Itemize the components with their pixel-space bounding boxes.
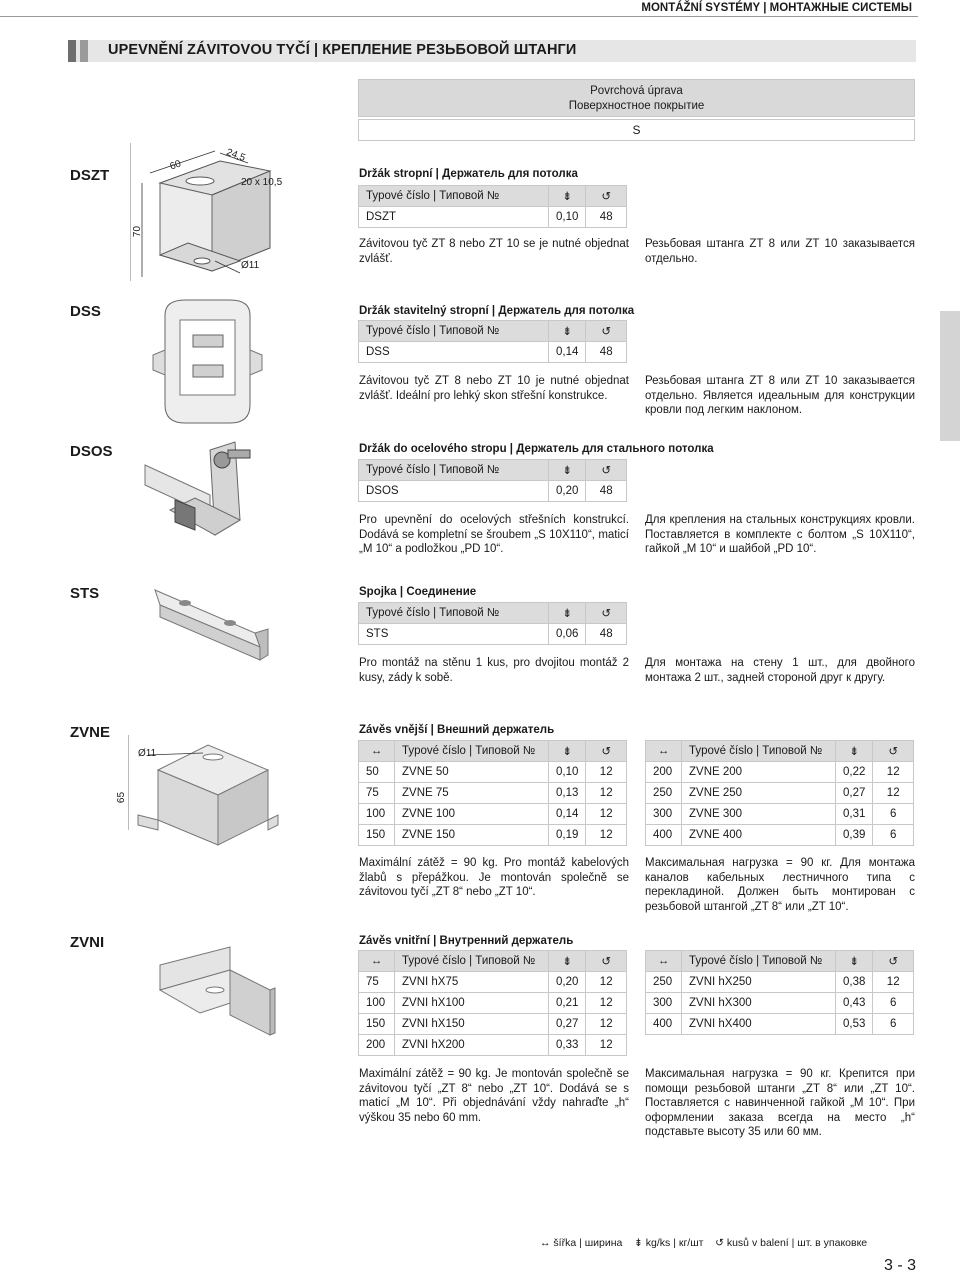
dsos-note-cz: Pro upevnění do ocelových střešních konstrukcí. Dodává se kompletní se šroubem „S 10X110“, maticí „M 10“ a podložkou „PD 10“. [359,514,629,555]
cell-weight: 0,20 [549,972,586,993]
pack-icon: ↺ [586,951,627,972]
cell-weight: 0,14 [549,342,586,363]
legend-pack: kusů v balení | шт. в упаковке [726,1237,868,1249]
table-row [359,825,627,846]
cell-width: 50 [359,762,395,783]
cell-pack: 12 [586,783,627,804]
cell-type: ZVNE 400 [682,825,836,846]
sts-drawing [150,585,270,665]
dss-drawing [145,295,270,430]
cell-width: 200 [646,762,682,783]
dszt-title: Držák stropní | Держатель для потолка [359,168,578,180]
zvne-note-ru: Максимальная нагрузка = 90 кг. Для монтажа каналов кабельных лестничного типа с перекладиной. Должен быть монтирован с резьбовой штангой „ZT 8“ или „ZT 10“. [645,857,915,913]
table-row [646,972,914,993]
table-row [646,783,914,804]
table-row [359,207,627,228]
dss-note-cz: Závitovou tyč ZT 8 nebo ZT 10 je nutné objednat zvlášť. Ideální pro lehký skon střešní konstrukce. [359,375,629,402]
dszt-dim-70: 70 [132,225,144,238]
legend [540,1237,867,1249]
cell-type: ZVNI hX100 [395,993,549,1014]
cell-type: ZVNI hX75 [395,972,549,993]
cell-pack: 48 [586,342,627,363]
page-title: UPEVNĚNÍ ZÁVITOVOU TYČÍ | КРЕПЛЕНИЕ РЕЗЬБОВОЙ ШТАНГИ [108,42,577,58]
cell-weight: 0,06 [549,624,586,645]
cell-type: ZVNE 200 [682,762,836,783]
weight-icon: ⇟ [836,951,873,972]
cell-weight: 0,27 [549,1014,586,1035]
zvni-table-right [645,950,914,1035]
zvne-dim-65: 65 [116,791,128,804]
cell-type: ZVNI hX200 [395,1035,549,1056]
table-header-row [359,951,627,972]
dss-note-ru: Резьбовая штанга ZT 8 или ZT 10 заказывается отдельно. Является идеальным для конструкции кровли под легким наклоном. [645,375,915,416]
weight-icon: ⇟ [549,741,586,762]
cell-type: ZVNE 150 [395,825,549,846]
cell-weight: 0,31 [836,804,873,825]
surface-label-ru: Поверхностное покрытие [568,100,705,112]
cell-pack: 12 [586,825,627,846]
dszt-dim-60: 60 [168,158,183,173]
cell-weight: 0,38 [836,972,873,993]
side-tab [940,311,960,441]
section-code-zvne: ZVNE [70,724,111,741]
pack-icon: ↺ [873,951,914,972]
zvni-left-body [359,972,627,1056]
zvne-right-body [646,762,914,846]
section-code-dss: DSS [70,303,101,320]
cell-width: 200 [359,1035,395,1056]
cell-weight: 0,21 [549,993,586,1014]
cell-pack: 12 [873,762,914,783]
sts-note-cz: Pro montáž na stěnu 1 kus, pro dvojitou montáž 2 kusy, zády k sobě. [359,657,629,684]
dsos-drawing [140,440,270,550]
cell-pack: 6 [873,993,914,1014]
cell-weight: 0,53 [836,1014,873,1035]
zvne-title: Závěs vnější | Внешний держатель [359,724,555,736]
cell-weight: 0,13 [549,783,586,804]
surface-value: S [358,119,915,141]
cell-pack: 12 [586,804,627,825]
table-header-row [359,321,627,342]
col-type-header: Typové číslo | Типовой № [359,186,549,207]
dszt-dim-245: 24,5 [224,147,247,164]
cell-type: ZVNE 250 [682,783,836,804]
table-row [359,1035,627,1056]
cell-type: DSOS [359,481,549,502]
width-icon: ↔ [646,951,682,972]
table-row [359,624,627,645]
col-type-header: Typové číslo | Типовой № [359,460,549,481]
cell-type: ZVNE 75 [395,783,549,804]
cell-weight: 0,39 [836,825,873,846]
title-square-dark [68,40,76,62]
title-squares [68,40,88,62]
cell-type: ZVNI hX250 [682,972,836,993]
cell-pack: 12 [586,762,627,783]
table-row [646,825,914,846]
cell-weight: 0,22 [836,762,873,783]
dss-title: Držák stavitelný stropní | Держатель для потолка [359,305,635,317]
col-type-header: Typové číslo | Типовой № [359,603,549,624]
sts-title: Spojka | Соединение [359,586,477,598]
header-system-title: MONTÁŽNÍ SYSTÉMY | МОНТАЖНЫЕ СИСТЕМЫ [641,2,912,14]
cell-weight: 0,19 [549,825,586,846]
cell-weight: 0,10 [549,762,586,783]
cell-width: 400 [646,1014,682,1035]
zvni-table-left [358,950,627,1056]
cell-type: ZVNE 50 [395,762,549,783]
col-type-header: Typové číslo | Типовой № [395,741,549,762]
cell-pack: 12 [586,1014,627,1035]
cell-pack: 12 [873,783,914,804]
pack-icon: ↺ [586,603,627,624]
width-icon: ↔ [359,741,395,762]
weight-icon: ⇟ [549,321,586,342]
cell-width: 250 [646,972,682,993]
page-number: 3 - 3 [884,1257,917,1274]
weight-icon: ⇟ [549,460,586,481]
cell-type: DSS [359,342,549,363]
zvne-note-cz: Maximální zátěž = 90 kg. Pro montáž kabelových žlabů s přepážkou. Je montován společně se závitovou tyčí „ZT 8“ nebo „ZT 10“. [359,857,629,898]
header-divider [0,16,918,17]
table-row [646,1014,914,1035]
table-header-row [359,603,627,624]
table-row [359,1014,627,1035]
cell-type: ZVNI hX400 [682,1014,836,1035]
table-header-row [646,951,914,972]
zvni-title: Závěs vnitřní | Внутренний держатель [359,935,574,947]
dsos-title: Držák do ocelového stropu | Держатель для стального потолка [359,443,714,455]
table-header-row [359,741,627,762]
cell-pack: 6 [873,1014,914,1035]
table-header-row [646,741,914,762]
pack-icon: ↺ [586,741,627,762]
cell-weight: 0,27 [836,783,873,804]
zvne-left-body [359,762,627,846]
width-icon: ↔ [359,951,395,972]
cell-pack: 12 [873,972,914,993]
cell-type: ZVNI hX300 [682,993,836,1014]
cell-pack: 12 [586,972,627,993]
cell-pack: 12 [586,1035,627,1056]
cell-pack: 6 [873,825,914,846]
legend-width: šířka | ширина [553,1237,623,1249]
pack-icon: ↺ [586,186,627,207]
pack-icon: ↺ [873,741,914,762]
dsos-table [358,459,627,502]
cell-pack: 12 [586,993,627,1014]
zvne-dim-hole: Ø11 [138,748,157,759]
sts-table [358,602,627,645]
table-row [646,762,914,783]
zvne-table-left [358,740,627,846]
weight-icon: ⇟ [549,186,586,207]
cell-type: STS [359,624,549,645]
section-code-sts: STS [70,585,100,602]
zvne-table-right [645,740,914,846]
cell-weight: 0,33 [549,1035,586,1056]
cell-pack: 6 [873,804,914,825]
dszt-note-cz: Závitovou tyč ZT 8 nebo ZT 10 se je nutné objednat zvlášť. [359,238,629,265]
cell-width: 150 [359,1014,395,1035]
cell-type: DSZT [359,207,549,228]
zvni-note-cz: Maximální zátěž = 90 kg. Je montován společně se závitovou tyčí „ZT 8“ nebo „ZT 10“. Dodává se s maticí „M 10“. Při objednávání vždy nahraďte „h“ výškou 35 nebo 60 mm. [359,1068,629,1124]
pack-icon: ↺ [586,321,627,342]
dszt-table [358,185,627,228]
table-row [646,804,914,825]
table-row [646,993,914,1014]
cell-type: ZVNE 300 [682,804,836,825]
section-code-dsos: DSOS [70,443,113,460]
surface-header [358,79,915,117]
weight-icon: ⇟ [836,741,873,762]
legend-weight: kg/ks | кг/шт [645,1237,704,1249]
table-row [359,342,627,363]
cell-width: 250 [646,783,682,804]
sts-note-ru: Для монтажа на стену 1 шт., для двойного монтажа 2 шт., задней стороной друг к другу. [645,657,915,684]
cell-type: ZVNE 100 [395,804,549,825]
title-square-light [80,40,88,62]
cell-width: 75 [359,972,395,993]
table-row [359,972,627,993]
cell-pack: 48 [586,624,627,645]
table-row [359,804,627,825]
width-icon: ↔ [540,1237,551,1249]
zvni-right-body [646,972,914,1035]
cell-weight: 0,20 [549,481,586,502]
surface-label-cz: Povrchová úprava [590,85,683,97]
cell-width: 100 [359,804,395,825]
table-row [359,993,627,1014]
cell-width: 300 [646,804,682,825]
weight-icon: ⇟ [549,603,586,624]
zvni-drawing [140,945,280,1055]
col-type-header: Typové číslo | Типовой № [395,951,549,972]
dszt-dim-slot: 20 x 10,5 [241,177,283,188]
cell-weight: 0,10 [549,207,586,228]
cell-pack: 48 [586,481,627,502]
weight-icon: ⇟ [549,951,586,972]
dszt-note-ru: Резьбовая штанга ZT 8 или ZT 10 заказывается отдельно. [645,238,915,265]
dsos-note-ru: Для крепления на стальных конструкциях кровли. Поставляется в комплекте с болтом „S 10X110“, гайкой „M 10“ и шайбой „PD 10“. [645,514,915,555]
col-type-header: Typové číslo | Типовой № [359,321,549,342]
col-type-header: Typové číslo | Типовой № [682,951,836,972]
width-icon: ↔ [646,741,682,762]
table-row [359,783,627,804]
cell-width: 150 [359,825,395,846]
zvni-note-ru: Максимальная нагрузка = 90 кг. Крепится при помощи резьбовой штанги „ZT 8“ или „ZT 10“. Поставляется с навинченной гайкой „M 10“. При оформлении заказа всегда на место „h“ подставьте высоту 35 или 60 мм. [645,1068,915,1138]
table-row [359,481,627,502]
col-type-header: Typové číslo | Типовой № [682,741,836,762]
dss-table [358,320,627,363]
table-header-row [359,186,627,207]
section-code-dszt: DSZT [70,167,110,184]
weight-icon: ⇟ [634,1237,643,1249]
cell-width: 400 [646,825,682,846]
dszt-drawing [120,143,360,283]
dszt-dim-hole: Ø11 [241,260,260,271]
table-header-row [359,460,627,481]
cell-pack: 48 [586,207,627,228]
cell-type: ZVNI hX150 [395,1014,549,1035]
pack-icon: ↺ [586,460,627,481]
cell-width: 300 [646,993,682,1014]
table-row [359,762,627,783]
cell-width: 100 [359,993,395,1014]
cell-weight: 0,14 [549,804,586,825]
section-code-zvni: ZVNI [70,934,105,951]
cell-weight: 0,43 [836,993,873,1014]
pack-icon: ↺ [715,1237,724,1249]
cell-width: 75 [359,783,395,804]
